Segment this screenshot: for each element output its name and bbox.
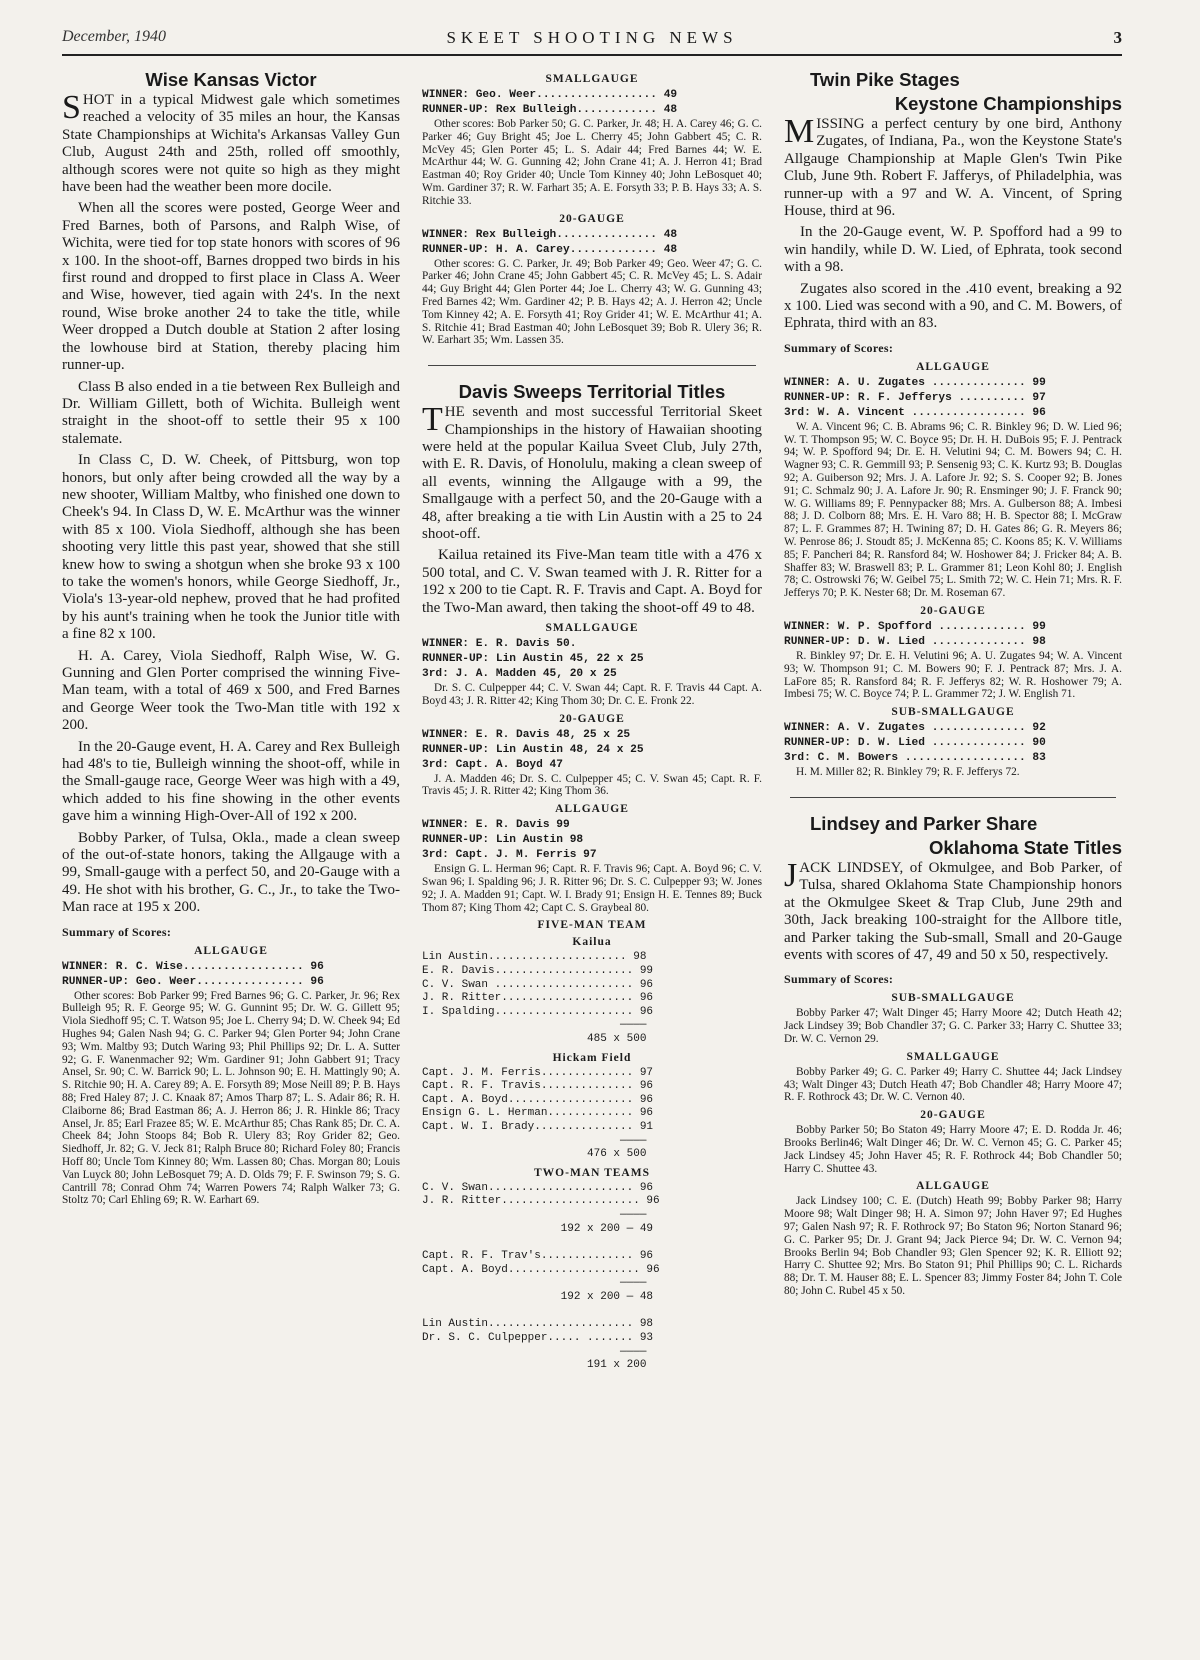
runner-up-line: RUNNER-UP: Rex Bulleigh............ 48	[422, 104, 678, 116]
column-2	[422, 68, 762, 1638]
runner-up-line: RUNNER-UP: Lin Austin 98	[422, 834, 584, 847]
team-score-line: E. R. Davis..................... 99	[422, 965, 654, 977]
third-line: 3rd: Capt. J. M. Ferris 97	[422, 849, 597, 862]
team-score-line: Ensign G. L. Herman............. 96	[422, 1107, 654, 1120]
team-score-line: Capt. R. F. Trav's.............. 96	[422, 1250, 654, 1263]
other-scores: Other scores: Bob Parker 99; Fred Barnes 96; G. C. Parker, Jr. 96; Rex Bulleigh 95; R. F. George 95; W. G. Gunnint 95; Dr. W. G. Gillett 95; Viola Siedhoff 95; C. T. Watson 95; Joe L. Cherry 94; D. W. Cheek 94; Ed Hughes 94; Galen Nash 94; G. C. Parker 94; Glen Porter 94; John Crane 93; Wm. Maltby 93; Dutch Waring 93; Phil Phillips 92; Dr. L. A. Sutter 92; G. F. Wanenmacher 92; Wm. Gardiner 91; John Gabbert 91; Tracy Ansel, Sr. 90; C. W. Barrick 90; L. L. Johnson 90; E. H. Mattingly 90; A. S. Ritchie 90; H. A. Carey 89; A. E. Forsyth 89; Mose Neill 89; P. B. Hays 88; Fred Haley 87; J. C. Knaak 87; Amos Tharp 87; L. S. Adair 86; R. H. Claiborne 86; Brad Eastman 86; A. J. Herron 86; J. R. Hinkle 86; Tracy Ansel, Jr. 85; Earl Frazee 85; W. E. McArthur 85; Chas Rank 85; Dr. C. A. Cheek 84; John Stoops 84; Bob R. Ulery 83; Roy Grider 82; Geo. Siedhoff, Jr. 82; G. V. Jeck 81; Ralph Bruce 80; Richard Foley 80; Francis Hoff 80; Uncle Tom Kinney 80; Wm. Lassen 80; Chas. Morgan 80; Louis Van Luyck 80; John LeBosquet 79; A. D. Olds 79; F. F. Swinson 79; S. G. Cantrill 78; Conrad Ohm 74; Warren Powers 74; Ralph Walker 73; G. Stoltz 70; Carl Ehling 69; R. W. Earhart 69.	[62, 989, 400, 1207]
event-title: ALLGAUGE	[555, 803, 629, 816]
article-paragraph: In Class C, D. W. Cheek, of Pittsburg, won top honors, but only after being crowded all the way by a new shooter, William Maltby, who finished one down to Cheek's 94. In Class D, W. E. McArthur was the winner with 85 x 100. Viola Siedhoff, although she has been shooting very little this past year, showed that she still knew how to swing a shotgun when she broke 93 x 100 to take the women's honors, while George Siedhoff, Jr., Viola's 13-year-old nephew, proved that he had profited by his aunt's training when he took the Junior title with a fine 82 x 100.	[62, 452, 400, 643]
section-divider	[428, 365, 756, 366]
team-score-line: C. V. Swan...................... 96	[422, 1181, 654, 1194]
article-paragraph: Zugates also scored in the .410 event, breaking a 92 x 100. Lied was second with a 90, and C. M. Bowers, of Ephrata, third with an 83.	[784, 280, 1122, 332]
team-total: 476 x 500	[422, 1148, 647, 1161]
summary-heading: Summary of Scores:	[62, 924, 172, 939]
team-score-line: J. R. Ritter.................... 96	[422, 992, 654, 1005]
third-line: 3rd: J. A. Madden 45, 20 x 25	[422, 668, 617, 681]
masthead-rule	[62, 54, 1122, 56]
other-scores: Dr. S. C. Culpepper 44; C. V. Swan 44; Capt. R. F. Travis 44 Capt. A. Boyd 43; J. R. Ritter 42; King Thom 30; Dr. C. E. Fronk 22.	[422, 682, 762, 707]
other-scores: Jack Lindsey 100; C. E. (Dutch) Heath 99; Bobby Parker 98; Harry Moore 98; Walt Dinger 98; H. A. Simon 97; John Haver 97; Ed Hughes 97; Galen Nash 97; R. F. Rothrock 97; Bo Staton 96; Norton Stanard 96; G. C. Parker 95; Dr. J. Grant 94; Jack Pierce 94; Dr. W. C. Vernon 94; Brooks Berlin 94; Bob Chandler 93; Glen Spencer 92; K. R. Elliott 92; Harry C. Shuttee 92; Mrs. Bo Staton 91; Phil Phillips 90; C. L. Richards 88; Dr. T. M. Hauser 88; E. L. Spencer 83; Jimmy Foster 84; John T. Cole 80; John C. Rubel 45 x 50.	[784, 1195, 1122, 1297]
team-total: 192 x 200 — 48	[422, 1290, 654, 1303]
other-scores: H. M. Miller 82; R. Binkley 79; R. F. Jefferys 72.	[796, 766, 1020, 779]
team-total: 485 x 500	[422, 1032, 647, 1045]
column-1	[62, 68, 400, 1638]
team-score-line: ————	[422, 1208, 647, 1221]
other-scores: Ensign G. L. Herman 96; Capt. R. F. Travis 96; Capt. A. Boyd 96; C. V. Swan 96; I. Spalding 96; J. R. Ritter 96; Dr. S. C. Culpepper 93; W. Jones 92; J. A. Madden 91; Capt. W. I. Brady 91; Ensign H. E. Tennes 89; Buck Thom 87; King Thom 42; Capt C. S. Graybeal 80.	[422, 863, 762, 914]
team-score-line: I. Spalding..................... 96	[422, 1005, 654, 1018]
third-line: 3rd: Capt. A. Boyd 47	[422, 758, 563, 771]
team-name: Hickam Field	[552, 1051, 632, 1064]
team-section-title: TWO-MAN TEAMS	[534, 1166, 650, 1179]
event-title: SUB-SMALLGAUGE	[891, 706, 1015, 719]
team-name: Kailua	[572, 936, 612, 949]
event-title: 20-GAUGE	[920, 1109, 986, 1122]
publication-title: SKEET SHOOTING NEWS	[446, 28, 738, 47]
event-title: SMALLGAUGE	[545, 73, 639, 85]
summary-heading: Summary of Scores:	[784, 972, 894, 987]
team-score-line: Capt. R. F. Travis.............. 96	[422, 1080, 654, 1093]
other-scores: Other scores: Bob Parker 50; G. C. Parker, Jr. 48; H. A. Carey 46; G. C. Parker 46; Guy Bright 45; Joe L. Cherry 45; John Gabbert 45; C. R. McVey 45; Glen Porter 45; L. S. Adair 44; Fred Barnes 44; W. E. McArthur 44; W. G. Gunning 42; John Crane 41; A. J. Herron 41; Brad Eastman 40; Roy Grider 40; Uncle Tom Kinney 40; John LeBosquet 40; Wm. Gardiner 37; R. W. Farhart 35; A. E. Forsyth 33; P. B. Hays 33; A. S. Ritchie 33.	[422, 118, 762, 207]
team-score-line: ————	[422, 1019, 647, 1032]
team-score-line: Lin Austin..................... 98	[422, 951, 647, 964]
event-title: 20-GAUGE	[559, 212, 625, 225]
other-scores: W. A. Vincent 96; C. B. Abrams 96; C. R. Binkley 96; D. W. Lied 96; W. T. Thompson 95; W. C. Boyce 95; Dr. H. H. DuBois 95; F. J. Pentrack 94; W. P. Spofford 94; Dr. E. H. Velutini 94; C. M. Bowers 94; C. H. Wagner 93; C. R. Gemmill 93; P. Sensenig 93; C. K. Kurtz 93; B. Douglas 92; A. Guiberson 92; Mrs. J. A. Lafore Jr. 92; S. S. Cooper 92; B. Jones 91; C. Schmalz 90; J. A. Lafore Jr. 90; R. Ensminger 90; J. F. Franck 90; W. G. Williams 89; F. Pennypacker 88; Mrs. A. Gulberson 88; A. Imbesi 88; J. D. Colborn 88; Mrs. E. H. Varo 88; H. B. Spector 88; I. McGraw 87; L. F. Grammes 87; H. Twining 87; D. H. Gates 86; G. R. Meyers 86; W. Penrose 86; J. Stoudt 85; J. McKenna 85; C. Koons 85; K. V. Williams 85; F. Pancheri 84; R. Ransford 84; W. Hoshower 84; J. Fricker 84; A. B. Shaffer 83; W. Braswell 83; P. L. Grammer 81; Leon Kohl 80; J. English 78; C. Ostrowski 76; W. Geibel 75; L. Smith 72; W. C. Hein 71; Mrs. R. F. Jefferys 70; P. K. Nester 68; Dr. M. Roseman 67.	[784, 420, 1122, 600]
article-paragraph: THE seventh and most successful Territorial Skeet Championships in the history of Hawaiian shooting were held at the popular Kailua Sveet Club, July 27th, with E. R. Davis, of Honolulu, making a clean sweep of all events, winning the Allgauge with a 99, the Smallgauge with a perfect 50, and the 20-Gauge with a 48, after breaking a tie with Lin Austin with a 25 to 24 shoot-off.	[422, 401, 762, 542]
team-score-line: Dr. S. C. Culpepper..... ....... 93	[422, 1332, 654, 1345]
event-title: SMALLGAUGE	[545, 622, 639, 635]
article-paragraph: Kailua retained its Five-Man team title with a 476 x 500 total, and C. V. Swan teamed with J. R. Ritter for a 192 x 200 to tie Capt. R. F. Travis and Capt. A. Boyd for the Two-Man award, then taking the shoot-off 49 to 48.	[422, 547, 762, 616]
team-section-title: FIVE-MAN TEAM	[537, 919, 647, 932]
team-score-line: Capt. A. Boyd.................... 96	[422, 1263, 660, 1276]
drop-cap: S	[62, 89, 81, 126]
runner-up-line: RUNNER-UP: Lin Austin 45, 22 x 25	[422, 653, 644, 666]
team-score-line: Capt. J. M. Ferris.............. 97	[422, 1066, 654, 1079]
runner-up-line: RUNNER-UP: Lin Austin 48, 24 x 25	[422, 743, 644, 756]
headline-twin-pike: Twin Pike Stages	[810, 69, 960, 90]
team-score-line: C. V. Swan ..................... 96	[422, 978, 654, 991]
headline-davis: Davis Sweeps Territorial Titles	[458, 381, 726, 403]
article-paragraph: In the 20-Gauge event, W. P. Spofford had a 99 to win handily, while D. W. Lied, of Ephrata, took second with a 98.	[784, 224, 1122, 276]
team-score-line: Lin Austin...................... 98	[422, 1318, 654, 1331]
other-scores: Bobby Parker 49; G. C. Parker 49; Harry C. Shuttee 44; Jack Lindsey 43; Walt Dinger 43; Dutch Heath 47; Bob Chandler 48; Harry Moore 47; R. F. Rothrock 43; Dr. W. C. Vernon 40.	[784, 1065, 1122, 1104]
third-line: 3rd: C. M. Bowers .................. 83	[784, 752, 1046, 765]
column-3	[784, 68, 1122, 1638]
runner-up-line: RUNNER-UP: H. A. Carey............. 48	[422, 243, 678, 256]
team-total: 191 x 200	[422, 1359, 647, 1372]
headline-kansas: Wise Kansas Victor	[145, 69, 317, 90]
runner-up-line: RUNNER-UP: D. W. Lied .............. 98	[784, 636, 1046, 649]
headline-keystone: Keystone Championships	[894, 93, 1122, 114]
page-number: 3	[1113, 28, 1122, 47]
winner-line: WINNER: E. R. Davis 50.	[422, 638, 577, 651]
winner-line: WINNER: E. R. Davis 48, 25 x 25	[422, 728, 631, 741]
headline-oklahoma: Oklahoma State Titles	[929, 837, 1122, 859]
drop-cap: J	[784, 857, 798, 895]
team-score-line: ————	[422, 1134, 647, 1147]
drop-cap: M	[784, 113, 815, 150]
winner-line: WINNER: A. V. Zugates .............. 92	[784, 722, 1046, 735]
winner-line: WINNER: E. R. Davis 99	[422, 819, 570, 832]
article-paragraph: In the 20-Gauge event, H. A. Carey and Rex Bulleigh had 48's to tie, Bulleigh winning the shoot-off, while in the Small-gauge race, George Weer was high with a 49, which added to his fine showing in the other events gave him a winning High-Over-All of 192 x 200.	[62, 738, 400, 825]
article-paragraph: MISSING a perfect century by one bird, Anthony Zugates, of Indiana, Pa., won the Keystone State's Allgauge Championship at Maple Glen's Twin Pike Club, June 9th. Robert F. Jafferys, of Philadelphia, was runner-up with a 97 and W. A. Vincent, of Spring House, third at 96.	[784, 113, 1122, 220]
runner-up-line: RUNNER-UP: D. W. Lied .............. 90	[784, 737, 1046, 750]
masthead	[62, 28, 1122, 54]
team-score-line: J. R. Ritter..................... 96	[422, 1195, 660, 1208]
event-title: ALLGAUGE	[916, 360, 990, 373]
event-title: SMALLGAUGE	[906, 1050, 1000, 1063]
event-title: 20-GAUGE	[920, 605, 986, 618]
drop-cap: T	[422, 401, 443, 439]
third-line: 3rd: W. A. Vincent ................. 96	[784, 406, 1046, 419]
runner-up-line: RUNNER-UP: R. F. Jefferys .......... 97	[784, 391, 1046, 404]
summary-heading: Summary of Scores:	[784, 340, 894, 355]
article-paragraph: SHOT in a typical Midwest gale which sometimes reached a velocity of 35 miles an hour, the Kansas State Championships at Wichita's Arkansas Valley Gun Club, August 24th and 25th, rolled off smoothly, although scores were not quite so high as they might have been had the weather been more docile.	[62, 89, 400, 196]
issue-date: December, 1940	[62, 28, 166, 45]
section-divider	[790, 797, 1116, 798]
other-scores: R. Binkley 97; Dr. E. H. Velutini 96; A. U. Zugates 94; W. A. Vincent 93; W. Thompson 91; C. M. Bowers 90; F. J. Pentrack 87; Mrs. J. A. LaFore 85; R. Ransford 84; R. F. Jefferys 82; W. R. Hoshower 79; A. Imbesi 75; W. C. Boyce 74; P. L. Grammer 72; J. W. English 71.	[784, 650, 1122, 701]
winner-line: WINNER: Geo. Weer.................. 49	[422, 89, 678, 101]
team-score-line: ————	[422, 1277, 647, 1290]
article-paragraph: JACK LINDSEY, of Okmulgee, and Bob Parker, of Tulsa, shared Oklahoma State Championship honors at the Okmulgee Skeet & Trap Club, June 29th and 30th, Jack breaking 100-straight for the Allbore title, and Parker taking the Sub-small, Small and 20-Gauge events with scores of 47, 49 and 50 x 50, respectively.	[784, 857, 1122, 964]
headline-lindsey: Lindsey and Parker Share	[810, 813, 1038, 835]
team-score-line: ————	[422, 1345, 647, 1358]
team-total: 192 x 200 — 49	[422, 1222, 654, 1235]
event-title: SUB-SMALLGAUGE	[891, 992, 1015, 1005]
team-score-line: Capt. A. Boyd................... 96	[422, 1093, 654, 1106]
article-paragraph: Bobby Parker, of Tulsa, Okla., made a clean sweep of the out-of-state honors, taking the Allgauge with a 99, Small-gauge with a perfect 50, and 20-Gauge with a 49. He shot with his brother, G. C., Jr., to take the Two-Man race at 195 x 200.	[62, 829, 400, 916]
winner-line: WINNER: Rex Bulleigh............... 48	[422, 228, 678, 241]
other-scores: J. A. Madden 46; Dr. S. C. Culpepper 45; C. V. Swan 45; Capt. R. F. Travis 45; J. R. Ritter 42; King Thom 36.	[422, 772, 762, 798]
winner-line: WINNER: A. U. Zugates .............. 99	[784, 376, 1046, 389]
article-paragraph: H. A. Carey, Viola Siedhoff, Ralph Wise, W. G. Gunning and Glen Porter comprised the winning Five-Man team, with a total of 469 x 500, and Fred Barnes and George Weer took the Two-Man title with 192 x 200.	[62, 647, 400, 734]
event-title: ALLGAUGE	[194, 944, 268, 957]
article-paragraph: Class B also ended in a tie between Rex Bulleigh and Dr. William Gillett, both of Wichita. Bulleigh went straight in the shoot-off to settle their 95 x 100 stalemate.	[62, 378, 400, 447]
winner-line: WINNER: W. P. Spofford ............. 99	[784, 621, 1046, 634]
event-title: ALLGAUGE	[916, 1180, 990, 1193]
team-score-line: Capt. W. I. Brady............... 91	[422, 1120, 654, 1133]
winner-line: WINNER: R. C. Wise.................. 96	[62, 960, 324, 973]
other-scores: Bobby Parker 50; Bo Staton 49; Harry Moore 47; E. D. Rodda Jr. 46; Brooks Berlin46; Walt Dinger 46; Dr. W. C. Vernon 45; G. C. Parker 45; Jack Lindsey 45; John Haver 45; R. F. Rothrock 44; Bob Chandler 50; Harry C. Shuttee 43.	[784, 1124, 1122, 1175]
runner-up-line: RUNNER-UP: Geo. Weer................ 96	[62, 975, 324, 988]
article-paragraph: When all the scores were posted, George Weer and Fred Barnes, both of Parsons, and Ralph Wise, of Wichita, were tied for top state honors with scores of 96 x 100. In the shoot-off, Barnes dropped two birds in his first round and dropped to first place in Class A. Weer and Wise, however, tied again with 24's. In the next round, Wise broke another 24 to take the title, while Weer dropped a Dutch double at Station 2 after losing the lowhouse bird at Station, thereby placing him runner-up.	[62, 200, 400, 374]
other-scores: Other scores: G. C. Parker, Jr. 49; Bob Parker 49; Geo. Weer 47; G. C. Parker 46; John Crane 45; John Gabbert 45; C. R. McVey 45; L. S. Adair 44; Guy Bright 44; Glen Porter 44; Joe L. Cherry 43; W. G. Gunning 43; Fred Barnes 42; Wm. Gardiner 42; P. B. Hays 42; A. J. Herron 42; Uncle Tom Kinney 42; A. E. Forsyth 41; Roy Grider 41; W. E. McArthur 41; A. S. Ritchie 41; Brad Eastman 40; John LeBosquet 39; Bob R. Ulery 36; R. W. Earhart 35; Wm. Lassen 35.	[422, 257, 762, 347]
event-title: 20-GAUGE	[559, 712, 625, 725]
other-scores: Bobby Parker 47; Walt Dinger 45; Harry Moore 42; Dutch Heath 42; Jack Lindsey 39; Bob Chandler 37; G. C. Parker 33; Harry C. Shuttee 33; Dr. W. C. Vernon 29.	[784, 1007, 1122, 1046]
